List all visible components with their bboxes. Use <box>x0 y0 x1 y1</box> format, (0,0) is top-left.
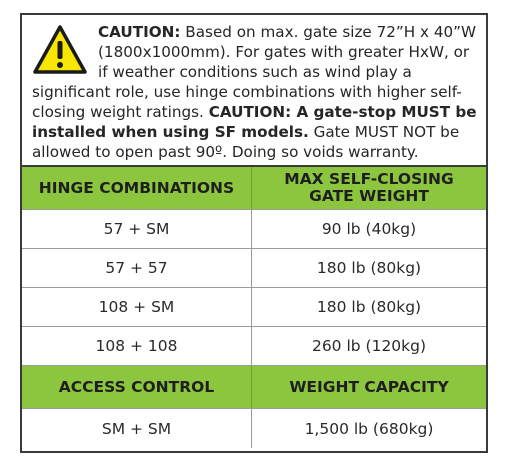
max-self-closing-line1: MAX SELF-CLOSING <box>284 170 454 188</box>
table-row <box>22 327 486 366</box>
warning-triangle-icon <box>32 24 88 76</box>
hinge-combo-cell: 57 + SM <box>22 210 252 248</box>
hinge-combo-cell: 57 + 57 <box>22 249 252 287</box>
access-header-row <box>22 366 486 409</box>
capacity-cell: 1,500 lb (680kg) <box>304 419 434 438</box>
max-self-closing-line2: GATE WEIGHT <box>309 187 429 205</box>
weight-capacity-header: WEIGHT CAPACITY <box>289 377 449 396</box>
weight-cell: 180 lb (80kg) <box>316 298 422 316</box>
weight-cell: 180 lb (80kg) <box>316 259 422 277</box>
table-row <box>22 409 486 448</box>
hinge-combinations-header: HINGE COMBINATIONS <box>22 167 252 209</box>
caution-text-2: Gate MUST NOT be allowed to open past 90º. Doing so voids warranty. <box>32 123 460 161</box>
hinge-combo-cell: 108 + 108 <box>22 327 252 365</box>
spec-table <box>20 13 488 453</box>
table-row <box>22 288 486 327</box>
hinge-weight-grid <box>22 167 486 448</box>
access-control-header: ACCESS CONTROL <box>22 366 252 408</box>
max-self-closing-header <box>252 167 486 209</box>
table-row <box>22 210 486 249</box>
caution-label-1: CAUTION: <box>98 23 181 41</box>
caution-notice <box>22 15 486 167</box>
hinge-header-row <box>22 167 486 210</box>
caution-text-1: Based on max. gate size 72”H x 40”W (1800x1000mm). For gates with greater HxW, or if weather conditions such as wind play a significant role, use hinge combinations with higher self-closing weight ratings. <box>32 23 477 121</box>
table-row <box>22 249 486 288</box>
hinge-combo-cell: 108 + SM <box>22 288 252 326</box>
weight-cell: 90 lb (40kg) <box>321 220 417 238</box>
access-combo-cell: SM + SM <box>22 409 252 448</box>
weight-cell: 260 lb (120kg) <box>311 337 427 355</box>
caution-label-2: CAUTION: A gate-stop MUST be installed when using SF models. <box>32 103 477 141</box>
